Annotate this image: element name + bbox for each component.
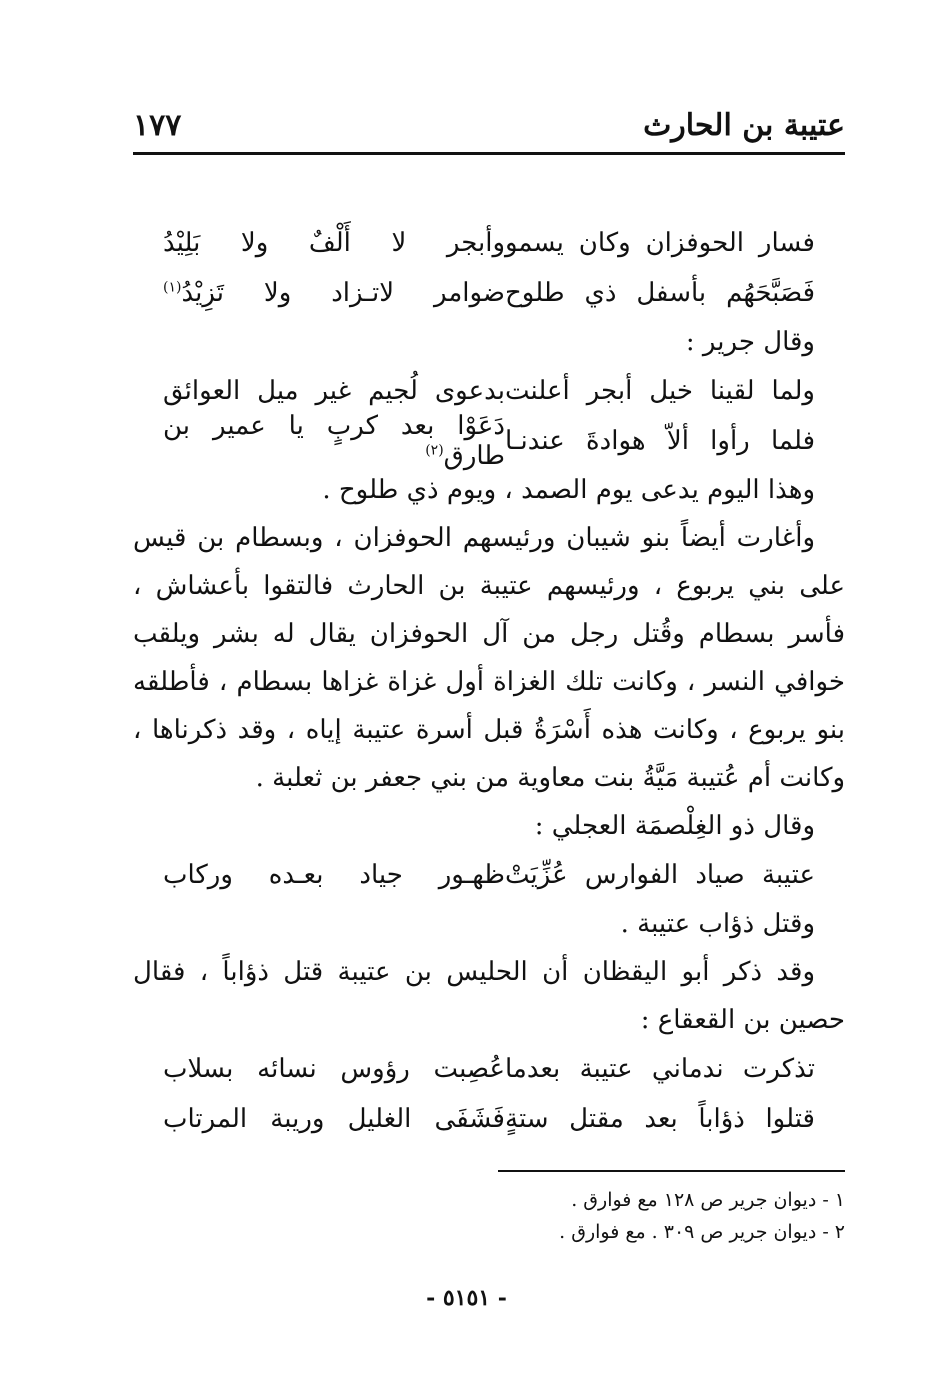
prose-line: وهذا اليوم يدعى يوم الصمد ، ويوم ذي طلوح .	[322, 475, 815, 505]
verse-second-hemistich: بدعوى لُجيم غير ميل العوائق	[163, 376, 505, 406]
footnote: ١ - ديوان جرير ص ١٢٨ مع فوارق .	[571, 1189, 845, 1211]
verse-first-hemistich: فسار الحوفزان وكان يسمو	[505, 228, 815, 258]
footnote: ٢ - ديوان جرير ص ٣٠٩ . مع فوارق .	[559, 1221, 845, 1243]
verse-second-hemistich	[133, 411, 505, 471]
page-header	[133, 108, 845, 148]
verse-first-hemistich: فَصَبَّحَهُم بأسفل ذي طلوح	[505, 278, 815, 308]
footnote-marker: (٢)	[425, 442, 444, 459]
verse-second-hemistich	[133, 278, 505, 308]
verse-second-hemistich: وأبجر لا أَلْفٌ ولا بَلِيْدُ	[163, 228, 505, 258]
verse-first-hemistich: عتيبة صياد الفوارس عُزِّيَتْ	[505, 860, 815, 890]
running-title: عتيبة بن الحارث	[643, 108, 845, 143]
prose-paragraph: وأغارت أيضاً بنو شيبان ورئيسهم الحوفزان ، وبسطام بن قيس على بني يربوع ، ورئيسهم عتيبة بن الحارث فالتقوا بأعشاش ، فأسر بسطام وقُتل رجل من آل الحوفزان يقال له بشر ويلقب خوافي النسر ، وكانت تلك الغزاة أول غزاة غزاها بسطام ، فأطلقه بنو يربوع ، وكانت هذه أَسْرَةُ قبل أسرة عتيبة إياه ، وقد ذكرناها ، وكانت أم عُتيبة مَيَّةُ بنت معاوية من بني جعفر بن ثعلبة .	[133, 523, 845, 793]
verse-first-hemistich: ولما لقينا خيل أبجر أعلنت	[505, 376, 815, 406]
folio-number: - ٥١٥١ -	[426, 1285, 507, 1311]
verse-line	[133, 268, 845, 318]
verse-line	[133, 1094, 845, 1144]
verse-line	[133, 411, 845, 471]
speaker-line: وقال جرير :	[685, 327, 815, 357]
page-body	[133, 218, 845, 1144]
speaker-line: وقال ذو الغِلْصمَة العجلي :	[534, 811, 815, 841]
header-rule	[133, 152, 845, 155]
verse-first-hemistich: تذكرت ندماني عتيبة بعدما	[505, 1054, 815, 1084]
verse-second-hemistich: عُصِبت رؤوس نسائه بسلاب	[163, 1054, 505, 1084]
verse-first-hemistich: فلما رأوا ألاّ هوادةَ عندنـا	[505, 426, 815, 456]
verse-text: دَعَوْا بعد كربٍ يا عمير بن طارق	[163, 411, 505, 471]
page-number: ١٧٧	[133, 108, 182, 143]
verse-second-hemistich: فَشَفَى الغليل وريبة المرتاب	[163, 1104, 505, 1134]
verse-first-hemistich: قتلوا ذؤاباً بعد مقتل ستةٍ	[505, 1104, 815, 1134]
verse-line	[133, 1044, 845, 1094]
prose-line: وقتل ذؤاب عتيبة .	[620, 909, 815, 939]
footnote-rule	[498, 1170, 845, 1172]
footnote-marker: (١)	[163, 279, 182, 296]
footnotes	[133, 1184, 845, 1248]
verse-line	[133, 850, 845, 900]
prose-paragraph: وقد ذكر أبو اليقظان أن الحليس بن عتيبة قتل ذؤاباً ، فقال حصين بن القعقاع :	[133, 957, 845, 1035]
verse-line	[133, 366, 845, 416]
verse-line	[133, 218, 845, 268]
verse-text: ضوامر لاتـزاد ولا تَزِيْدُ	[181, 278, 505, 308]
verse-second-hemistich: ظهـور جياد بعـده وركاب	[163, 860, 505, 890]
